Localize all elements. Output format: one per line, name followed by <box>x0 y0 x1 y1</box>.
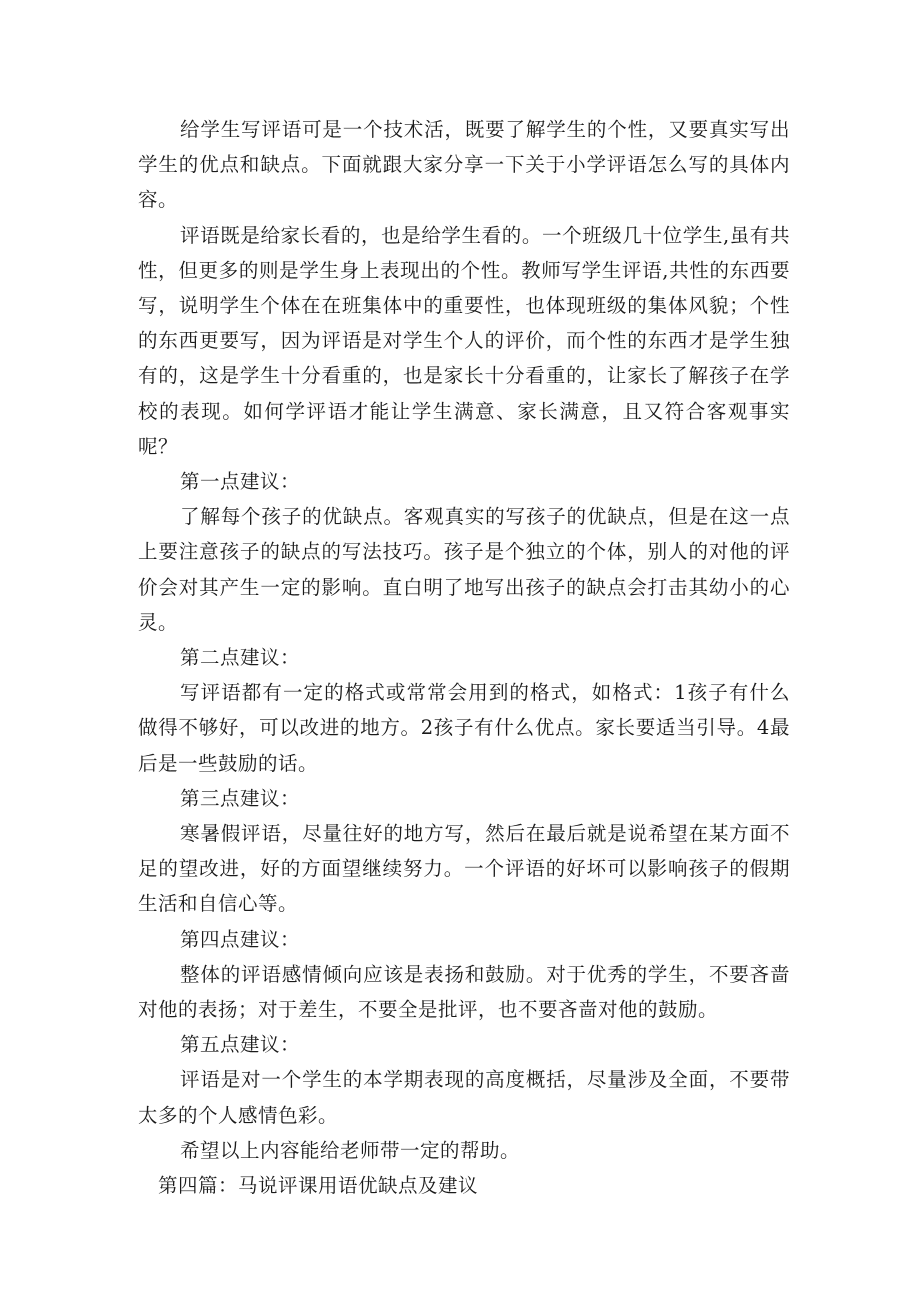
suggestion-2-heading: 第二点建议： <box>180 646 301 670</box>
suggestion-1-paragraph: 了解每个孩子的优缺点。客观真实的写孩子的优缺点，但是在这一点上要注意孩子的缺点的写法技巧。孩子是个独立的个体，别人的对他的评价会对其产生一定的影响。直白明了地写出孩子的缺点会打击其幼小的心灵。 <box>138 505 790 634</box>
suggestion-1-heading: 第一点建议： <box>180 470 301 494</box>
closing-paragraph: 希望以上内容能给老师带一定的帮助。 <box>180 1138 521 1162</box>
suggestion-2-paragraph: 写评语都有一定的格式或常常会用到的格式，如格式：1孩子有什么做得不够好，可以改进的地方。2孩子有什么优点。家长要适当引导。4最后是一些鼓励的话。 <box>138 681 790 775</box>
comment-purpose-paragraph: 评语既是给家长看的，也是给学生看的。一个班级几十位学生,虽有共性，但更多的则是学生身上表现出的个性。教师写学生评语,共性的东西要写，说明学生个体在在班集体中的重要性，也体现班级的集体风貌；个性的东西更要写，因为评语是对学生个人的评价，而个性的东西才是学生独有的，这是学生十分看重的，也是家长十分看重的，让家长了解孩子在学校的表现。如何学评语才能让学生满意、家长满意，且又符合客观事实呢？ <box>138 223 790 458</box>
intro-paragraph: 给学生写评语可是一个技术活，既要了解学生的个性，又要真实写出学生的优点和缺点。下面就跟大家分享一下关于小学评语怎么写的具体内容。 <box>138 118 790 212</box>
suggestion-5-paragraph: 评语是对一个学生的本学期表现的高度概括，尽量涉及全面，不要带太多的个人感情色彩。 <box>138 1068 790 1127</box>
suggestion-3-paragraph: 寒暑假评语，尽量往好的地方写，然后在最后就是说希望在某方面不足的望改进，好的方面望继续努力。一个评语的好坏可以影响孩子的假期生活和自信心等。 <box>138 822 790 916</box>
document-body <box>138 112 790 1203</box>
section-title: 第四篇：马说评课用语优缺点及建议 <box>158 1174 479 1198</box>
suggestion-5-heading: 第五点建议： <box>180 1033 301 1057</box>
suggestion-4-paragraph: 整体的评语感情倾向应该是表扬和鼓励。对于优秀的学生，不要吝啬对他的表扬；对于差生，不要全是批评，也不要吝啬对他的鼓励。 <box>138 962 790 1022</box>
suggestion-4-heading: 第四点建议： <box>180 927 301 951</box>
suggestion-3-heading: 第三点建议： <box>180 786 301 810</box>
